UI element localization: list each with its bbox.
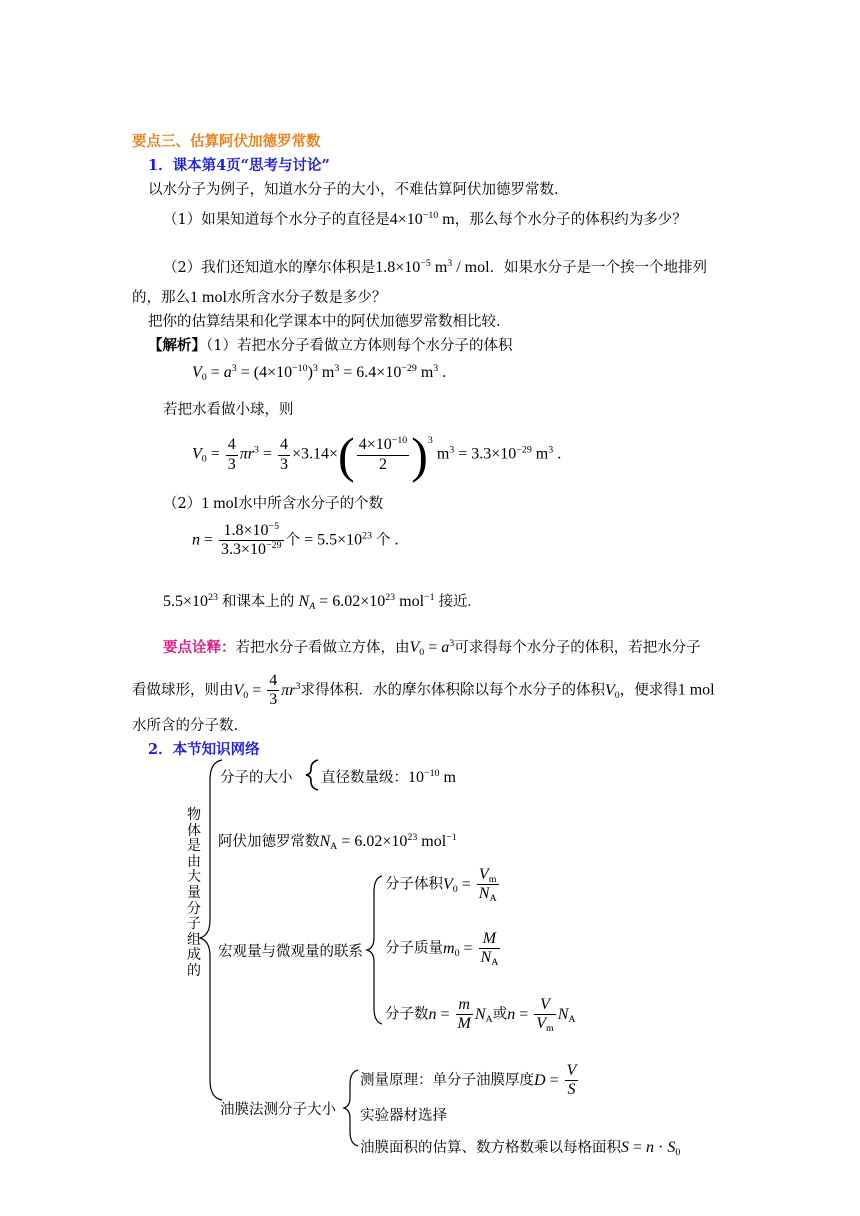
sphere-intro: 若把水看做小球，则 <box>163 402 294 418</box>
item1-heading: 1．课本第4页“思考与讨论” <box>148 157 330 174</box>
sphere-volume-equation: $V_0$ = $\frac{4}{3}$ $\pi r^3$ = $\frac{4}{3}$ ×3.14×( $\frac{4\times 10^{-10}}{2}$ )$^3$ $m^3 = 3.3\times 10^{-29}$ $m^3$ . <box>192 427 562 483</box>
network-molecule-count: 分子数n = $\frac{m}{M}$ $N_A$或n = $\frac{V}{V_m}$ $N_A$ <box>385 996 576 1035</box>
network-principle: 测量原理：单分子油膜厚度D = $\frac{V}{S}$ <box>360 1062 577 1099</box>
network-equipment: 实验器材选择 <box>360 1108 447 1124</box>
network-molecule-volume: 分子体积$V_0$ = $\frac{V_m}{N_A}$ <box>385 866 497 905</box>
section-title: 要点三、估算阿伏加德罗常数 <box>132 133 321 150</box>
network-oil-film: 油膜法测分子大小 <box>220 1102 336 1118</box>
count-equation: n = $\frac{1.8\times 10^{-5}}{3.3\times 10^{-29}}$ 个 = $5.5\times 10^{23}$ 个 . <box>192 521 399 559</box>
network-molecule-mass: 分子质量$m_0$ = $\frac{M}{N_A}$ <box>385 930 499 969</box>
question-2-line2: 的，那么1 mol水所含水分子数是多少？ <box>132 289 387 306</box>
network-area: 油膜面积的估算、数方格数乘以每格面积$S = n \cdot S_0$ <box>360 1139 681 1158</box>
compare-avogadro-line: $5.5\times 10^{23}$ 和课本上的 $N_A = 6.02\times 10^{23}$ mol$^{-1}$ 接近. <box>163 592 472 612</box>
network-size: 分子的大小 <box>220 770 293 786</box>
note-line-3: 水所含的分子数. <box>132 718 239 734</box>
diameter-value: $4\times 10^{-10}$ m <box>389 210 455 228</box>
network-avogadro: 阿伏加德罗常数$N_A = 6.02\times 10^{23}$ mol$^{-1}$ <box>218 832 457 852</box>
analysis-line: 【解析】（1）若把水分子看做立方体则每个水分子的体积 <box>148 337 513 354</box>
cube-volume-equation: $V_0 = a^3 = (4\times 10^{-10})^3$ $m^3 = 6.4\times 10^{-29}$ $m^3$ . <box>192 363 447 383</box>
question-1: （1）如果知道每个水分子的直径是$4\times 10^{-10}$ m，那么每个水分子的体积约为多少？ <box>163 210 687 228</box>
compare-text: 把你的估算结果和化学课本中的阿伏加德罗常数相比较. <box>148 314 501 330</box>
note-line-2: 看做球形，则由$V_0$ = $\frac{4}{3}$ $\pi r^3$求得体积．水的摩尔体积除以每个水分子的体积$V_0$，便求得1 mol <box>132 672 715 709</box>
intro-text: 以水分子为例子，知道水分子的大小，不难估算阿伏加德罗常数. <box>148 182 559 198</box>
network-size-detail: 直径数量级：$10^{-10}$ m <box>321 768 456 786</box>
part2-line: （2）1 mol水中所含水分子的个数 <box>163 495 384 512</box>
network-relation: 宏观量与微观量的联系 <box>218 944 363 960</box>
network-root: 物体是由大量分子组成的 <box>187 807 201 979</box>
molar-volume-value: $1.8\times 10^{-5}$ $m^3$ / mol <box>375 258 490 276</box>
note-line-1: 要点诠释：若把水分子看做立方体，由$V_0 = a^3$可求得每个水分子的体积，若把水分子 <box>163 638 701 658</box>
question-2: （2）我们还知道水的摩尔体积是$1.8\times 10^{-5}$ $m^3$ / mol．如果水分子是一个挨一个地排列 <box>163 258 708 276</box>
item2-heading: 2．本节知识网络 <box>148 741 260 758</box>
